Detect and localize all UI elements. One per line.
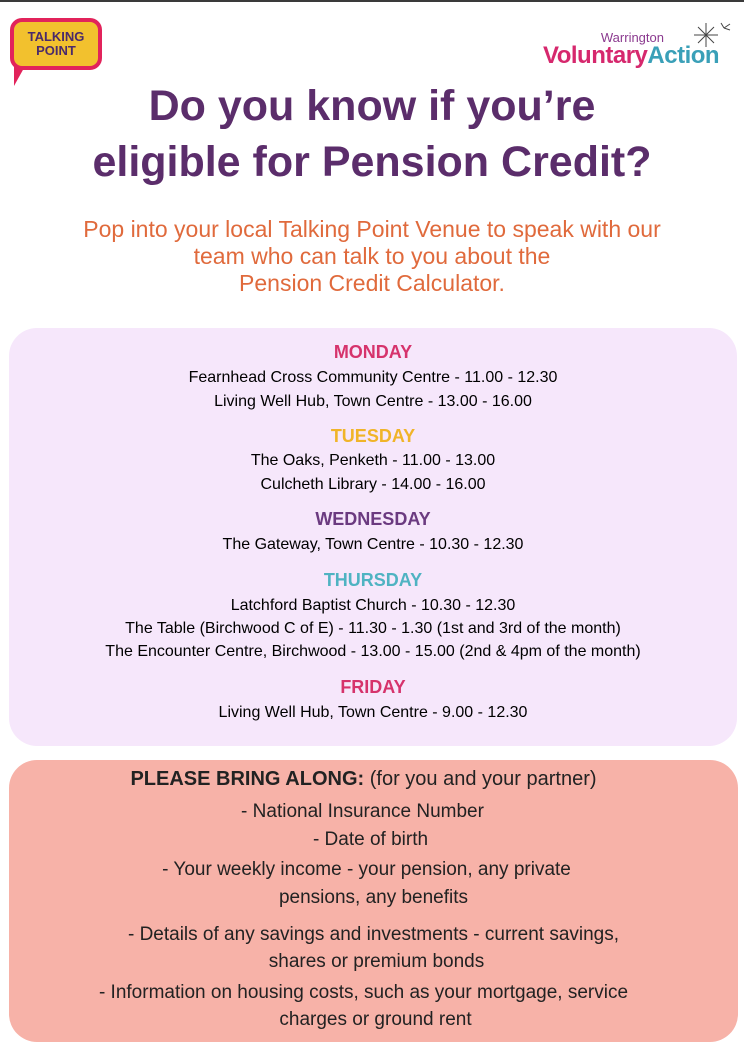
bring-item-continued: charges or ground rent <box>279 1009 472 1030</box>
venue-line: Living Well Hub, Town Centre - 9.00 - 12.30 <box>218 704 528 721</box>
title-line-2: eligible for Pension Credit? <box>92 138 652 186</box>
day-heading-wednesday: WEDNESDAY <box>315 509 431 529</box>
intro-text <box>10 216 734 297</box>
bring-item: - National Insurance Number <box>241 801 484 822</box>
wva-warrington-text: Warrington <box>600 30 664 45</box>
day-heading-thursday: THURSDAY <box>323 570 423 590</box>
talking-point-logo <box>10 18 106 82</box>
venue-line: Living Well Hub, Town Centre - 13.00 - 16.00 <box>214 393 532 410</box>
bring-item: - Information on housing costs, such as your mortgage, service <box>98 982 629 1003</box>
talking-point-line1: TALKING <box>27 29 85 44</box>
wva-voluntary-text: Voluntary <box>543 42 648 69</box>
warrington-voluntary-action-logo <box>540 22 740 74</box>
bring-item: - Details of any savings and investments - current savings, <box>127 924 620 945</box>
bring-along-panel <box>9 760 738 1042</box>
bring-title: PLEASE BRING ALONG: <box>130 768 365 790</box>
venue-line: The Gateway, Town Centre - 10.30 - 12.30 <box>222 536 524 553</box>
bring-heading <box>0 768 728 791</box>
venue-line: Culcheth Library - 14.00 - 16.00 <box>260 476 486 493</box>
day-heading-tuesday: TUESDAY <box>330 426 416 446</box>
bring-item-continued: pensions, any benefits <box>278 887 469 908</box>
bring-subtitle: (for you and your partner) <box>364 768 597 790</box>
intro-line-3: Pension Credit Calculator. <box>239 270 505 296</box>
page-title <box>0 78 744 190</box>
bring-item-continued: shares or premium bonds <box>268 951 485 972</box>
day-heading-friday: FRIDAY <box>340 677 406 697</box>
schedule-panel <box>9 328 737 746</box>
intro-line-1: Pop into your local Talking Point Venue to speak with our <box>83 216 661 242</box>
talking-point-line2: POINT <box>36 43 76 58</box>
venue-line: Fearnhead Cross Community Centre - 11.00 - 12.30 <box>188 369 558 386</box>
venue-line: The Encounter Centre, Birchwood - 13.00 - 15.00 (2nd & 4pm of the month) <box>105 643 641 660</box>
venue-line: The Oaks, Penketh - 11.00 - 13.00 <box>250 452 496 469</box>
top-border <box>0 0 744 2</box>
wva-wordmark <box>543 42 719 70</box>
intro-line-2: team who can talk to you about the <box>193 243 551 269</box>
venue-line: The Table (Birchwood C of E) - 11.30 - 1.30 (1st and 3rd of the month) <box>125 620 621 637</box>
title-line-1: Do you know if you’re <box>148 82 596 130</box>
venue-line: Latchford Baptist Church - 10.30 - 12.30 <box>230 597 516 614</box>
bring-item: - Date of birth <box>312 829 429 850</box>
bring-item: - Your weekly income - your pension, any private <box>162 859 571 880</box>
wva-action-text: Action <box>647 42 720 69</box>
day-heading-monday: MONDAY <box>333 342 413 362</box>
talking-point-bubble <box>10 18 102 70</box>
